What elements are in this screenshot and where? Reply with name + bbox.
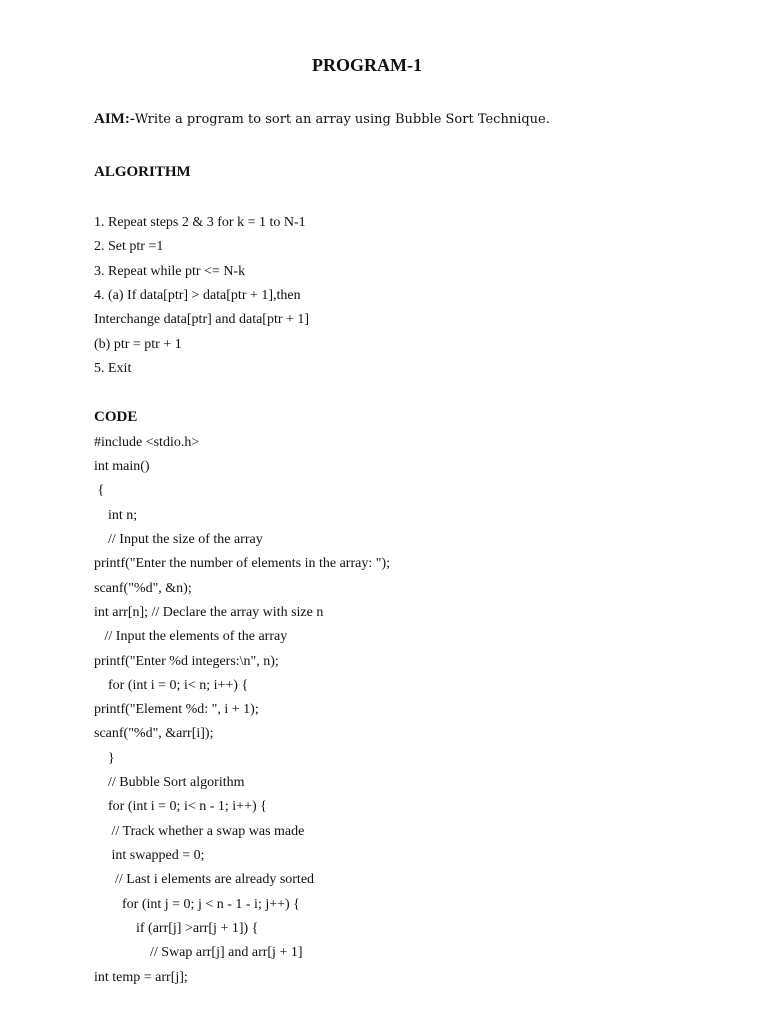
algorithm-step: 1. Repeat steps 2 & 3 for k = 1 to N-1 bbox=[94, 215, 306, 230]
code-line: for (int j = 0; j < n - 1 - i; j++) { bbox=[94, 897, 300, 912]
code-line: if (arr[j] >arr[j + 1]) { bbox=[94, 921, 259, 936]
algorithm-step: 5. Exit bbox=[94, 361, 132, 376]
algorithm-step: 4. (a) If data[ptr] > data[ptr + 1],then bbox=[94, 288, 301, 303]
code-line: // Bubble Sort algorithm bbox=[94, 775, 245, 790]
algorithm-step: Interchange data[ptr] and data[ptr + 1] bbox=[94, 312, 310, 327]
code-line: printf("Enter %d integers:\n", n); bbox=[94, 654, 279, 669]
code-line: for (int i = 0; i< n; i++) { bbox=[94, 678, 249, 693]
code-line: } bbox=[94, 751, 115, 766]
algorithm-step: (b) ptr = ptr + 1 bbox=[94, 337, 182, 352]
code-line: scanf("%d", &n); bbox=[94, 581, 192, 596]
code-line: int n; bbox=[94, 508, 138, 523]
code-heading: CODE bbox=[94, 409, 138, 425]
code-line: // Input the elements of the array bbox=[94, 629, 288, 644]
algorithm-heading: ALGORITHM bbox=[94, 164, 191, 180]
code-line: int temp = arr[j]; bbox=[94, 970, 188, 985]
aim-label: AIM:- bbox=[94, 111, 135, 127]
algorithm-step: 3. Repeat while ptr <= N-k bbox=[94, 264, 246, 279]
code-line: // Last i elements are already sorted bbox=[94, 872, 315, 887]
code-line: int arr[n]; // Declare the array with size n bbox=[94, 605, 324, 620]
code-line: scanf("%d", &arr[i]); bbox=[94, 726, 214, 741]
code-line: // Track whether a swap was made bbox=[94, 824, 305, 839]
code-line: int swapped = 0; bbox=[94, 848, 205, 863]
page-title: PROGRAM-1 bbox=[312, 55, 422, 75]
code-line: printf("Element %d: ", i + 1); bbox=[94, 702, 259, 717]
aim-text: Write a program to sort an array using Bubble Sort Technique. bbox=[134, 112, 550, 127]
code-line: { bbox=[94, 483, 105, 498]
code-line: // Input the size of the array bbox=[94, 532, 263, 547]
code-line: int main() bbox=[94, 459, 150, 474]
code-line: #include <stdio.h> bbox=[94, 435, 200, 450]
code-line: // Swap arr[j] and arr[j + 1] bbox=[94, 945, 303, 960]
code-line: for (int i = 0; i< n - 1; i++) { bbox=[94, 799, 267, 814]
code-line: printf("Enter the number of elements in the array: "); bbox=[94, 556, 390, 571]
aim-statement bbox=[94, 111, 550, 128]
algorithm-step: 2. Set ptr =1 bbox=[94, 239, 164, 254]
